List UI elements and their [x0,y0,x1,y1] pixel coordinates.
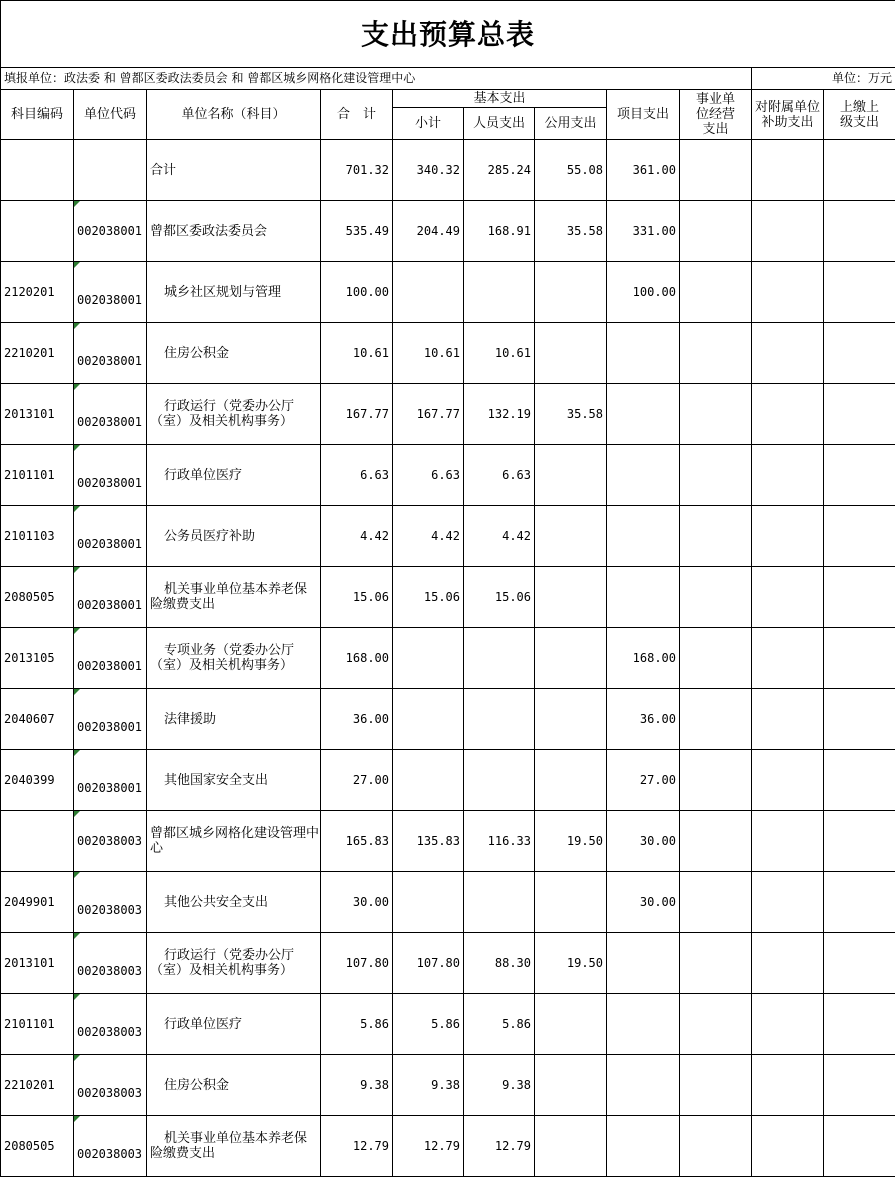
cell-basic-subtotal[interactable]: 15.06 [393,567,464,628]
table-row [1,384,895,445]
cell-remit[interactable] [824,506,895,567]
cell-total[interactable]: 30.00 [321,872,393,933]
cell-subject-code[interactable]: 2013101 [1,933,74,994]
cell-basic-subtotal[interactable]: 10.61 [393,323,464,384]
cell-unit-name[interactable]: 合计 [147,140,321,201]
cell-unit-name[interactable]: 其他公共安全支出 [147,872,321,933]
col-header-unit-code[interactable]: 单位代码 [74,90,147,140]
cell-basic-subtotal[interactable] [393,689,464,750]
table-row [1,445,895,506]
cell-business[interactable] [680,567,752,628]
cell-business[interactable] [680,506,752,567]
cell-total[interactable]: 701.32 [321,140,393,201]
col-header-public[interactable]: 公用支出 [535,108,607,140]
cell-subsidy[interactable] [752,201,824,262]
cell-unit-name[interactable]: 专项业务（党委办公厅（室）及相关机构事务） [147,628,321,689]
cell-public[interactable] [535,994,607,1055]
cell-basic-subtotal[interactable] [393,628,464,689]
cell-project[interactable] [607,506,680,567]
cell-unit-code[interactable]: 002038003 [74,1055,147,1116]
cell-basic-subtotal[interactable]: 9.38 [393,1055,464,1116]
cell-unit-code[interactable]: 002038003 [74,1116,147,1177]
cell-total[interactable]: 167.77 [321,384,393,445]
cell-personnel[interactable]: 168.91 [464,201,535,262]
cell-basic-subtotal[interactable] [393,872,464,933]
table-row [1,689,895,750]
table-row [1,567,895,628]
table-row [1,750,895,811]
cell-remit[interactable] [824,384,895,445]
cell-personnel[interactable]: 15.06 [464,567,535,628]
cell-business[interactable] [680,994,752,1055]
cell-unit-name[interactable]: 城乡社区规划与管理 [147,262,321,323]
cell-personnel[interactable]: 9.38 [464,1055,535,1116]
cell-public[interactable] [535,1055,607,1116]
cell-unit-code[interactable]: 002038001 [74,689,147,750]
cell-subsidy[interactable] [752,1055,824,1116]
cell-subsidy[interactable] [752,994,824,1055]
cell-business[interactable] [680,140,752,201]
cell-remit[interactable] [824,933,895,994]
cell-public[interactable] [535,323,607,384]
cell-subject-code[interactable]: 2080505 [1,567,74,628]
cell-remit[interactable] [824,689,895,750]
cell-unit-code[interactable]: 002038001 [74,262,147,323]
cell-unit-name[interactable]: 住房公积金 [147,323,321,384]
cell-unit-name[interactable]: 行政单位医疗 [147,994,321,1055]
table-row [1,262,895,323]
cell-unit-name[interactable]: 机关事业单位基本养老保险缴费支出 [147,567,321,628]
cell-public[interactable] [535,872,607,933]
cell-unit-name[interactable]: 行政运行（党委办公厅（室）及相关机构事务） [147,384,321,445]
cell-project[interactable]: 30.00 [607,811,680,872]
cell-unit-code[interactable]: 002038001 [74,445,147,506]
cell-business[interactable] [680,811,752,872]
table-row [1,140,895,201]
cell-project[interactable]: 36.00 [607,689,680,750]
currency-unit-label[interactable]: 单位：万元 [752,68,895,90]
cell-basic-subtotal[interactable]: 204.49 [393,201,464,262]
cell-project[interactable]: 168.00 [607,628,680,689]
cell-unit-name[interactable]: 法律援助 [147,689,321,750]
cell-public[interactable] [535,567,607,628]
table-row [1,811,895,872]
cell-remit[interactable] [824,811,895,872]
cell-unit-code[interactable] [74,140,147,201]
cell-project[interactable] [607,445,680,506]
cell-subsidy[interactable] [752,933,824,994]
cell-business[interactable] [680,201,752,262]
cell-remit[interactable] [824,872,895,933]
table-row [1,872,895,933]
cell-total[interactable]: 9.38 [321,1055,393,1116]
cell-personnel[interactable]: 4.42 [464,506,535,567]
cell-unit-name[interactable]: 曾都区城乡网格化建设管理中心 [147,811,321,872]
cell-subsidy[interactable] [752,811,824,872]
cell-subject-code[interactable]: 2040399 [1,750,74,811]
col-header-unit-name[interactable]: 单位名称（科目） [147,90,321,140]
cell-personnel[interactable]: 285.24 [464,140,535,201]
cell-project[interactable] [607,994,680,1055]
cell-project[interactable]: 27.00 [607,750,680,811]
cell-subsidy[interactable] [752,140,824,201]
cell-basic-subtotal[interactable] [393,750,464,811]
cell-total[interactable]: 100.00 [321,262,393,323]
cell-remit[interactable] [824,628,895,689]
cell-personnel[interactable] [464,628,535,689]
cell-unit-code[interactable]: 002038001 [74,750,147,811]
cell-business[interactable] [680,933,752,994]
cell-subsidy[interactable] [752,506,824,567]
cell-subject-code[interactable] [1,201,74,262]
cell-subject-code[interactable]: 2210201 [1,323,74,384]
cell-unit-name[interactable]: 曾都区委政法委员会 [147,201,321,262]
cell-unit-code[interactable]: 002038001 [74,567,147,628]
cell-unit-code[interactable]: 002038001 [74,506,147,567]
cell-personnel[interactable] [464,750,535,811]
cell-total[interactable]: 168.00 [321,628,393,689]
table-row [1,933,895,994]
cell-subsidy[interactable] [752,689,824,750]
cell-unit-code[interactable]: 002038003 [74,933,147,994]
cell-basic-subtotal[interactable]: 6.63 [393,445,464,506]
cell-unit-name[interactable]: 住房公积金 [147,1055,321,1116]
cell-business[interactable] [680,750,752,811]
cell-remit[interactable] [824,1055,895,1116]
cell-basic-subtotal[interactable]: 135.83 [393,811,464,872]
cell-subject-code[interactable]: 2013101 [1,384,74,445]
cell-remit[interactable] [824,140,895,201]
cell-total[interactable]: 15.06 [321,567,393,628]
cell-business[interactable] [680,384,752,445]
cell-subject-code[interactable]: 2101101 [1,445,74,506]
cell-total[interactable]: 107.80 [321,933,393,994]
cell-public[interactable]: 35.58 [535,201,607,262]
table-body [1,140,895,1177]
cell-personnel[interactable] [464,872,535,933]
col-header-personnel[interactable]: 人员支出 [464,108,535,140]
cell-subject-code[interactable]: 2013105 [1,628,74,689]
cell-public[interactable] [535,506,607,567]
cell-subsidy[interactable] [752,323,824,384]
cell-basic-subtotal[interactable]: 5.86 [393,994,464,1055]
cell-personnel[interactable] [464,262,535,323]
col-header-basic-subtotal[interactable]: 小计 [393,108,464,140]
cell-business[interactable] [680,445,752,506]
cell-unit-name[interactable]: 其他国家安全支出 [147,750,321,811]
cell-remit[interactable] [824,994,895,1055]
cell-unit-code[interactable]: 002038001 [74,201,147,262]
cell-total[interactable]: 27.00 [321,750,393,811]
cell-project[interactable] [607,384,680,445]
cell-public[interactable]: 55.08 [535,140,607,201]
table-row [1,323,895,384]
cell-unit-name[interactable]: 行政运行（党委办公厅（室）及相关机构事务） [147,933,321,994]
cell-public[interactable] [535,262,607,323]
cell-subsidy[interactable] [752,445,824,506]
cell-public[interactable]: 35.58 [535,384,607,445]
cell-public[interactable] [535,750,607,811]
cell-personnel[interactable] [464,689,535,750]
cell-subsidy[interactable] [752,1116,824,1177]
cell-basic-subtotal[interactable]: 340.32 [393,140,464,201]
cell-personnel[interactable]: 88.30 [464,933,535,994]
col-header-subsidy-expenditure[interactable]: 对附属单位补助支出 [752,90,824,140]
col-header-total[interactable]: 合 计 [321,90,393,140]
cell-business[interactable] [680,872,752,933]
cell-subject-code[interactable]: 2040607 [1,689,74,750]
cell-project[interactable]: 30.00 [607,872,680,933]
cell-remit[interactable] [824,323,895,384]
cell-subject-code[interactable]: 2101101 [1,994,74,1055]
cell-unit-code[interactable]: 002038001 [74,384,147,445]
cell-remit[interactable] [824,445,895,506]
cell-total[interactable]: 4.42 [321,506,393,567]
cell-business[interactable] [680,1055,752,1116]
table-row [1,628,895,689]
col-header-basic-expenditure[interactable]: 基本支出 [393,90,607,108]
cell-project[interactable]: 100.00 [607,262,680,323]
cell-unit-code[interactable]: 002038003 [74,811,147,872]
cell-basic-subtotal[interactable] [393,262,464,323]
cell-remit[interactable] [824,262,895,323]
col-header-business-expenditure[interactable]: 事业单位经营支出 [680,90,752,140]
cell-public[interactable] [535,445,607,506]
cell-business[interactable] [680,1116,752,1177]
cell-remit[interactable] [824,750,895,811]
cell-project[interactable] [607,323,680,384]
cell-personnel[interactable]: 12.79 [464,1116,535,1177]
cell-public[interactable] [535,689,607,750]
col-header-subject-code[interactable]: 科目编码 [1,90,74,140]
cell-basic-subtotal[interactable]: 4.42 [393,506,464,567]
cell-unit-code[interactable]: 002038001 [74,628,147,689]
cell-subsidy[interactable] [752,628,824,689]
cell-total[interactable]: 10.61 [321,323,393,384]
cell-total[interactable]: 12.79 [321,1116,393,1177]
table-row [1,994,895,1055]
cell-remit[interactable] [824,567,895,628]
cell-subsidy[interactable] [752,567,824,628]
table-row [1,506,895,567]
cell-unit-code[interactable]: 002038003 [74,994,147,1055]
cell-business[interactable] [680,323,752,384]
col-header-project-expenditure[interactable]: 项目支出 [607,90,680,140]
cell-subsidy[interactable] [752,750,824,811]
cell-personnel[interactable]: 5.86 [464,994,535,1055]
cell-remit[interactable] [824,201,895,262]
cell-total[interactable]: 535.49 [321,201,393,262]
cell-total[interactable]: 36.00 [321,689,393,750]
cell-project[interactable] [607,567,680,628]
cell-subject-code[interactable]: 2101103 [1,506,74,567]
cell-unit-name[interactable]: 公务员医疗补助 [147,506,321,567]
cell-project[interactable]: 361.00 [607,140,680,201]
cell-total[interactable]: 6.63 [321,445,393,506]
cell-personnel[interactable]: 6.63 [464,445,535,506]
cell-personnel[interactable]: 132.19 [464,384,535,445]
cell-remit[interactable] [824,1116,895,1177]
cell-subsidy[interactable] [752,384,824,445]
table-row [1,1055,895,1116]
cell-subsidy[interactable] [752,872,824,933]
cell-total[interactable]: 5.86 [321,994,393,1055]
cell-project[interactable] [607,1116,680,1177]
cell-basic-subtotal[interactable]: 12.79 [393,1116,464,1177]
cell-project[interactable] [607,933,680,994]
cell-subject-code[interactable] [1,140,74,201]
cell-unit-name[interactable]: 机关事业单位基本养老保险缴费支出 [147,1116,321,1177]
cell-subject-code[interactable]: 2120201 [1,262,74,323]
cell-project[interactable] [607,1055,680,1116]
cell-business[interactable] [680,262,752,323]
cell-personnel[interactable]: 116.33 [464,811,535,872]
table-row [1,1116,895,1177]
cell-business[interactable] [680,689,752,750]
cell-business[interactable] [680,628,752,689]
page-title[interactable]: 支出预算总表 [1,1,895,68]
col-header-remit-expenditure[interactable]: 上缴上级支出 [824,90,895,140]
cell-basic-subtotal[interactable]: 107.80 [393,933,464,994]
table-row [1,201,895,262]
cell-project[interactable]: 331.00 [607,201,680,262]
cell-unit-code[interactable]: 002038001 [74,323,147,384]
cell-subject-code[interactable] [1,811,74,872]
cell-public[interactable]: 19.50 [535,811,607,872]
filing-unit-label[interactable]: 填报单位：政法委 和 曾都区委政法委员会 和 曾都区城乡网格化建设管理中心 [1,68,752,90]
cell-public[interactable]: 19.50 [535,933,607,994]
cell-public[interactable] [535,1116,607,1177]
cell-basic-subtotal[interactable]: 167.77 [393,384,464,445]
cell-subject-code[interactable]: 2210201 [1,1055,74,1116]
cell-total[interactable]: 165.83 [321,811,393,872]
cell-subject-code[interactable]: 2049901 [1,872,74,933]
cell-unit-name[interactable]: 行政单位医疗 [147,445,321,506]
cell-subject-code[interactable]: 2080505 [1,1116,74,1177]
cell-unit-code[interactable]: 002038003 [74,872,147,933]
cell-subsidy[interactable] [752,262,824,323]
cell-personnel[interactable]: 10.61 [464,323,535,384]
cell-public[interactable] [535,628,607,689]
